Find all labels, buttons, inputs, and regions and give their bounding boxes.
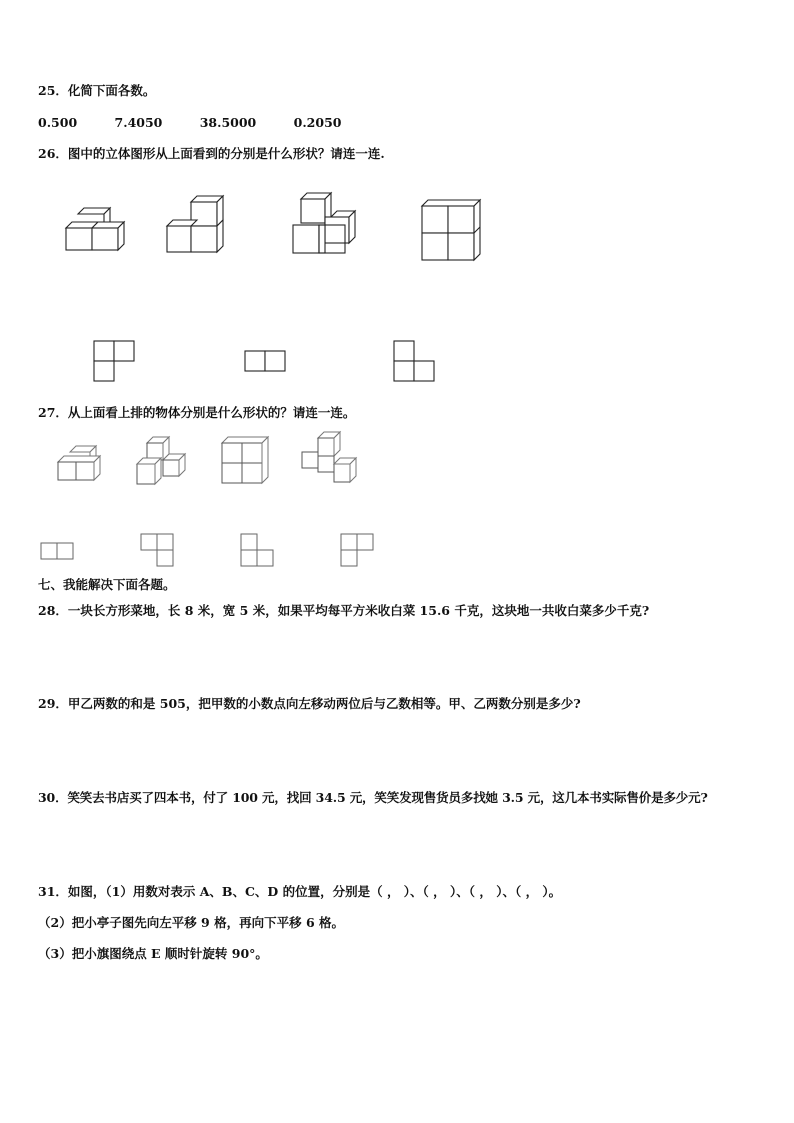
q27-top-view-4 [339, 532, 377, 570]
q27-top-view-1 [39, 541, 77, 563]
q26-top-view-3 [392, 339, 438, 383]
q26-top-view-1 [92, 339, 138, 383]
q26-top-view-2 [243, 349, 289, 373]
q28-text: 28．一块长方形菜地，长 8 米，宽 5 米，如果平均每平方米收白菜 15.6 千克，这块地一共收白菜多少千克? [38, 603, 650, 618]
q31-line-1: 31．如图，（1）用数对表示 A、B、C、D 的位置，分别是（ ， ）、（ ， ）、（ ， ）、（ ， ）。 [38, 884, 562, 899]
q27-solid-2 [135, 434, 191, 488]
q25-number-1: 0.500 [38, 115, 78, 130]
q27-solid-1 [56, 442, 106, 486]
q29-text: 29．甲乙两数的和是 505，把甲数的小数点向左移动两位后与乙数相等。甲、乙两数分别是多少? [38, 696, 581, 711]
q25-prompt: 25．化简下面各数。 [38, 83, 156, 98]
q25-number-4: 0.2050 [293, 115, 342, 130]
q31-line-2: （2）把小亭子图先向左平移 9 格，再向下平移 6 格。 [38, 915, 345, 930]
q26-solid-1 [62, 205, 132, 255]
q27-top-view-2 [139, 532, 177, 570]
q26-solid-2 [165, 193, 229, 257]
section-7-title: 七、我能解决下面各题。 [38, 577, 176, 592]
q26-solid-3 [291, 190, 359, 260]
q31-line-3: （3）把小旗图绕点 E 顺时针旋转 90°。 [38, 946, 268, 961]
q27-top-view-3 [239, 532, 277, 570]
q27-solid-3 [220, 437, 270, 487]
q27-solid-4 [300, 430, 358, 486]
q25-number-2: 7.4050 [114, 115, 163, 130]
q30-text: 30．笑笑去书店买了四本书，付了 100 元，找回 34.5 元，笑笑发现售货员多找她 3.5 元，这几本书实际售价是多少元? [38, 790, 708, 805]
q26-solid-4 [420, 200, 484, 264]
q27-prompt: 27．从上面看上排的物体分别是什么形状的？请连一连。 [38, 405, 356, 420]
q25-numbers [38, 115, 374, 131]
q25-number-3: 38.5000 [199, 115, 257, 130]
q26-prompt: 26．图中的立体图形从上面看到的分别是什么形状？请连一连. [38, 146, 385, 161]
